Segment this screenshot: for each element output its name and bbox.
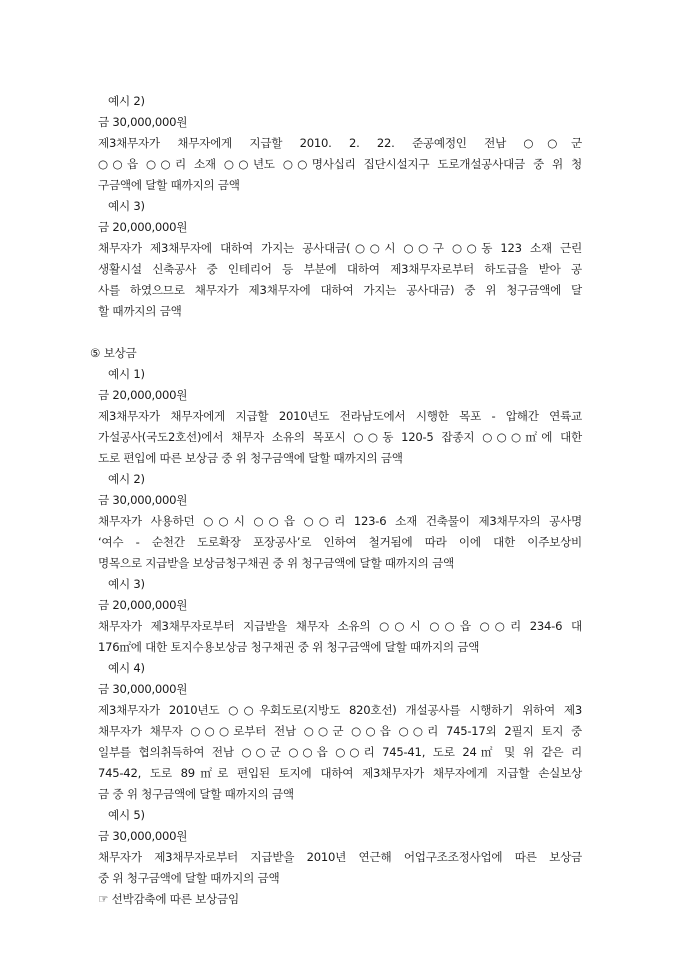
example-3-desc-line: 채무자가 제3채무자에 대하여 가지는 공사대금(○○시 ○○구 ○○동 123 소재 근린 xyxy=(98,241,582,255)
example-4-desc-line: 일부를 협의취득하여 전남 ○○군 ○○읍 ○○리 745-41, 도로 24㎡ 및 위 같은 리 xyxy=(98,745,582,759)
example-1-desc-line: 가설공사(국도2호선)에서 채무자 소유의 목포시 ○○동 120-5 잡종지 ○○○㎡에 대한 xyxy=(98,430,582,444)
example-5-label: 예시 5) xyxy=(108,808,145,822)
example-3-label: 예시 3) xyxy=(108,199,145,213)
example-2-desc-line: 명목으로 지급받을 보상금청구채권 중 위 청구금액에 달할 때까지의 금액 xyxy=(98,556,454,570)
example-3-desc-line: 176㎡에 대한 토지수용보상금 청구채권 중 위 청구금액에 달할 때까지의 금액 xyxy=(98,640,480,654)
note-line: ☞ 선박감축에 따른 보상금임 xyxy=(98,892,239,906)
example-2-desc-line: 제3채무자가 채무자에게 지급할 2010. 2. 22. 준공예정인 전남 ○○군 xyxy=(98,136,582,150)
example-4-desc-line: 745-42, 도로 89㎡로 편입된 토지에 대하여 제3채무자가 채무자에게 지급할 손실보상 xyxy=(98,766,582,780)
example-4-label: 예시 4) xyxy=(108,661,145,675)
example-4-desc-line: 금 중 위 청구금액에 달할 때까지의 금액 xyxy=(98,787,294,801)
example-3-desc-line: 생활시설 신축공사 중 인테리어 등 부분에 대하여 제3채무자로부터 하도급을 받아 공 xyxy=(98,262,582,276)
example-2-label: 예시 2) xyxy=(108,472,145,486)
example-1-desc-line: 제3채무자가 채무자에게 지급할 2010년도 전라남도에서 시행한 목포 - 압해간 연륙교 xyxy=(98,409,582,423)
example-1-label: 예시 1) xyxy=(108,367,145,381)
example-2-desc-line: 구금액에 달할 때까지의 금액 xyxy=(98,178,240,192)
example-5-desc-line: 채무자가 제3채무자로부터 지급받을 2010년 연근해 어업구조조정사업에 따른 보상금 xyxy=(98,850,582,864)
example-3-amount: 금 20,000,000원 xyxy=(98,220,188,234)
example-2-amount: 금 30,000,000원 xyxy=(98,493,188,507)
example-3-desc-line: 사를 하였으므로 채무자가 제3채무자에 대하여 가지는 공사대금) 중 위 청구금액에 달 xyxy=(98,283,582,297)
example-1-amount: 금 20,000,000원 xyxy=(98,388,188,402)
example-4-desc-line: 제3채무자가 2010년도 ○○우회도로(지방도 820호선) 개설공사를 시행하기 위하여 제3 xyxy=(98,703,582,717)
example-2-amount: 금 30,000,000원 xyxy=(98,115,188,129)
example-5-amount: 금 30,000,000원 xyxy=(98,829,188,843)
example-3-amount: 금 20,000,000원 xyxy=(98,598,188,612)
section-heading: ⑤ 보상금 xyxy=(90,346,137,360)
example-1-desc-line: 도로 편입에 따른 보상금 중 위 청구금액에 달할 때까지의 금액 xyxy=(98,451,403,465)
example-5-desc-line: 중 위 청구금액에 달할 때까지의 금액 xyxy=(98,871,280,885)
example-2-desc-line: 채무자가 사용하던 ○○시 ○○읍 ○○리 123-6 소재 건축물이 제3채무자의 공사명 xyxy=(98,514,582,528)
example-4-amount: 금 30,000,000원 xyxy=(98,682,188,696)
example-2-desc-line: ‘여수 - 순천간 도로확장 포장공사’로 인하여 철거됨에 따라 이에 대한 이주보상비 xyxy=(98,535,582,549)
example-3-desc-line: 채무자가 제3채무자로부터 지급받을 채무자 소유의 ○○시 ○○읍 ○○리 234-6 대 xyxy=(98,619,582,633)
example-2-desc-line: ○○읍 ○○리 소재 ○○년도 ○○명사십리 집단시설지구 도로개설공사대금 중 위 청 xyxy=(98,157,582,171)
example-2-label: 예시 2) xyxy=(108,94,145,108)
example-3-label: 예시 3) xyxy=(108,577,145,591)
example-3-desc-line: 할 때까지의 금액 xyxy=(98,304,182,318)
example-4-desc-line: 채무자가 채무자 ○○○로부터 전남 ○○군 ○○읍 ○○리 745-17외 2필지 토지 중 xyxy=(98,724,582,738)
